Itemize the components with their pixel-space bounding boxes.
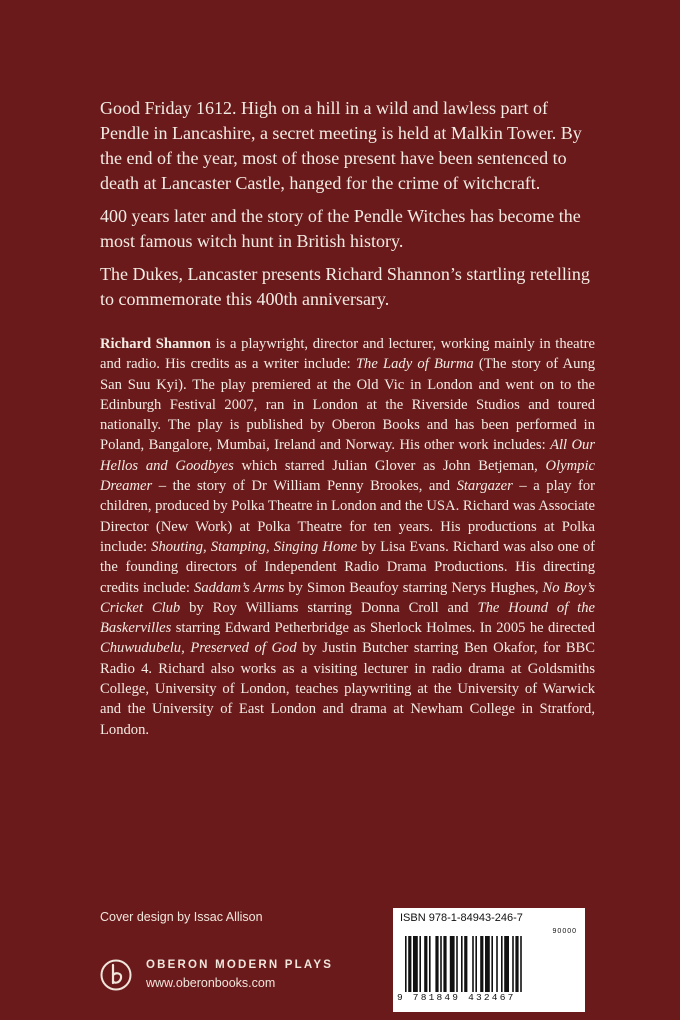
isbn-label: ISBN 978-1-84943-246-7: [400, 912, 523, 924]
bio-text: – a play for children, produced by Polka Theatre in London and the USA. Richard was Associate Director (New Work) at Polka Theatre for ten years. His productions at Polka include:: [100, 478, 596, 555]
oberon-logo-icon: [100, 959, 132, 991]
bio-text: which starred Julian Glover as John Betjeman,: [233, 457, 546, 474]
work-title: The Lady of Burma: [355, 356, 474, 373]
publisher-name: OBERON MODERN PLAYS: [146, 959, 334, 971]
barcode-digits: 9 781849 432467: [397, 992, 516, 1003]
blurb: [100, 96, 595, 320]
bio-text: – the story of Dr William Penny Brookes, and: [152, 478, 457, 495]
bio-text: (The story of Aung San Suu Kyi). The play premiered at the Old Vic in London and went on to the Edinburgh Festival 2007, ran in London at the Riverside Studios and toured nationally. The play is published by Oberon Books and has been performed in Poland, Bangalore, Mumbai, Ireland and Norway. His other work includes:: [100, 356, 595, 454]
blurb-paragraph-1: Good Friday 1612. High on a hill in a wild and lawless part of Pendle in Lancashire, a secret meeting is held at Malkin Tower. By the end of the year, most of those present have been sentenced to death at Lancaster Castle, hanged for the crime of witchcraft.: [100, 98, 582, 193]
bio-text: is a playwright, director and lecturer, working mainly in theatre and radio. His credits as a writer include:: [100, 336, 596, 373]
bio-text: by Simon Beaufoy starring Nerys Hughes,: [284, 579, 543, 596]
barcode-panel: [393, 908, 585, 1012]
blurb-paragraph-2: 400 years later and the story of the Pendle Witches has become the most famous witch hunt in British history.: [100, 206, 581, 251]
bio-text: by Justin Butcher starring Ben Okafor, for BBC Radio 4. Richard also works as a visiting lecturer in radio drama at Goldsmiths College, University of London, teaches playwriting at the University of Warwick and the University of East London and drama at Newham College in Stratford, London.: [100, 640, 595, 738]
barcode-icon: [401, 936, 577, 992]
work-title: All Our Hellos and Goodbyes: [100, 437, 596, 474]
publisher-url: www.oberonbooks.com: [146, 976, 276, 990]
work-title: Olympic Dreamer: [100, 457, 595, 495]
bio-text: by Roy Williams starring Donna Croll and: [180, 599, 478, 616]
work-title: The Hound of the Baskervilles: [100, 599, 595, 637]
price-code: 90000: [552, 928, 577, 935]
work-title: No Boy’s Cricket Club: [100, 579, 595, 616]
work-title: Saddam’s Arms: [194, 579, 285, 596]
work-title: Chuwudubelu, Preserved of God: [100, 640, 297, 657]
work-title: Shouting, Stamping, Singing Home: [151, 538, 358, 555]
author-name: Richard Shannon: [100, 336, 211, 352]
bio-text: starring Edward Petherbridge as Sherlock Holmes. In 2005 he directed: [171, 620, 595, 637]
bio-text: by Lisa Evans. Richard was also one of the founding directors of Independent Radio Drama Productions. His directing credits include:: [100, 538, 595, 596]
blurb-paragraph-3: The Dukes, Lancaster presents Richard Shannon’s startling retelling to commemorate this 400th anniversary.: [100, 264, 590, 309]
work-title: Stargazer: [456, 478, 513, 495]
author-bio: [100, 334, 595, 740]
cover-credit: Cover design by Issac Allison: [100, 910, 263, 924]
